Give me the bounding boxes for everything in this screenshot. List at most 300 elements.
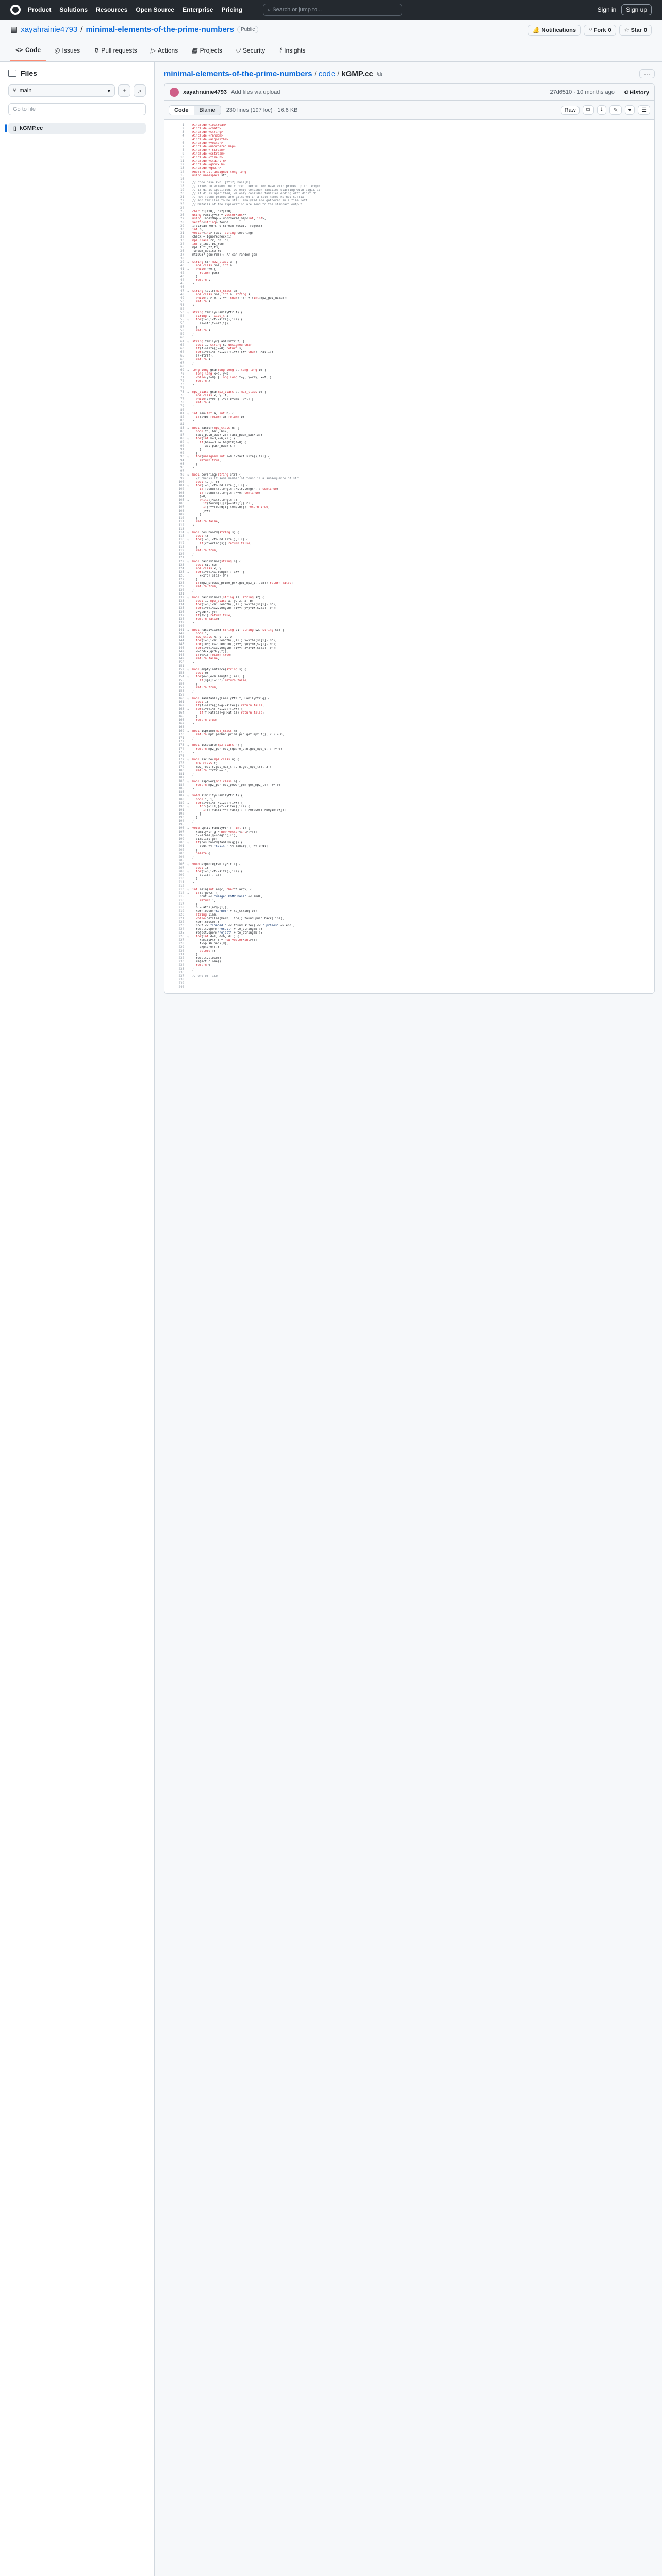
line-number[interactable]: 16	[180, 178, 184, 181]
repo-owner-link[interactable]: xayahrainie4793	[21, 25, 78, 34]
line-number[interactable]: 42	[180, 272, 184, 275]
line-number[interactable]: 3	[182, 131, 184, 134]
line-number[interactable]: 37	[180, 253, 184, 257]
line-number[interactable]: 133	[178, 600, 184, 603]
line-number[interactable]: 81	[180, 412, 184, 415]
line-number[interactable]: 1	[182, 124, 184, 127]
line-number[interactable]: 12	[180, 163, 184, 166]
line-number[interactable]: 24	[180, 207, 184, 210]
line-number[interactable]: 54	[180, 315, 184, 318]
line-number[interactable]: 59	[180, 333, 184, 336]
line-number[interactable]: 100	[178, 481, 184, 484]
line-number[interactable]: 75	[180, 391, 184, 394]
line-number[interactable]: 107	[178, 506, 184, 509]
fold-chevron-icon[interactable]: ⌄	[187, 827, 189, 830]
line-number[interactable]: 233	[178, 960, 184, 963]
line-number[interactable]: 74	[180, 387, 184, 390]
line-number[interactable]: 111	[178, 520, 184, 523]
fold-chevron-icon[interactable]: ⌄	[187, 629, 189, 632]
line-number[interactable]: 228	[178, 942, 184, 945]
line-number[interactable]: 154	[178, 675, 184, 679]
fold-chevron-icon[interactable]: ⌄	[187, 697, 189, 700]
line-number[interactable]: 2	[182, 127, 184, 130]
line-number[interactable]: 126	[178, 574, 184, 578]
line-number[interactable]: 191	[178, 809, 184, 812]
copy-path-icon[interactable]: ⧉	[377, 70, 382, 77]
line-number[interactable]: 159	[178, 693, 184, 697]
fold-chevron-icon[interactable]: ⌄	[187, 708, 189, 711]
commit-author[interactable]: xayahrainie4793	[183, 89, 227, 95]
line-number[interactable]: 50	[180, 300, 184, 303]
line-number[interactable]: 151	[178, 665, 184, 668]
line-number[interactable]: 80	[180, 409, 184, 412]
line-number[interactable]: 142	[178, 632, 184, 635]
line-number[interactable]: 187	[178, 794, 184, 798]
line-number[interactable]: 141	[178, 629, 184, 632]
avatar[interactable]	[170, 88, 179, 97]
line-number[interactable]: 185	[178, 787, 184, 790]
line-number[interactable]: 18	[180, 185, 184, 188]
line-number[interactable]: 224	[178, 928, 184, 931]
line-number[interactable]: 84	[180, 423, 184, 426]
line-number[interactable]: 28	[180, 221, 184, 224]
code-view[interactable]	[164, 120, 654, 993]
line-number[interactable]: 180	[178, 769, 184, 772]
nav-pricing[interactable]: Pricing	[221, 6, 243, 13]
fold-chevron-icon[interactable]: ⌄	[187, 484, 189, 487]
line-number[interactable]: 194	[178, 820, 184, 823]
line-number[interactable]: 207	[178, 867, 184, 870]
line-number[interactable]: 65	[180, 354, 184, 358]
fold-chevron-icon[interactable]: ⌄	[187, 863, 189, 866]
line-number[interactable]: 91	[180, 448, 184, 451]
line-number[interactable]: 87	[180, 434, 184, 437]
commit-sha-time[interactable]: 27d6510 · 10 months ago	[550, 89, 615, 95]
line-number[interactable]: 13	[180, 167, 184, 170]
line-number[interactable]: 150	[178, 661, 184, 664]
tab-code[interactable]	[10, 42, 46, 61]
line-number[interactable]: 218	[178, 906, 184, 909]
line-number[interactable]: 152	[178, 668, 184, 671]
line-number[interactable]: 209	[178, 874, 184, 877]
line-number[interactable]: 66	[180, 358, 184, 361]
line-number[interactable]: 15	[180, 174, 184, 177]
line-number[interactable]: 57	[180, 326, 184, 329]
fold-chevron-icon[interactable]: ⌄	[187, 892, 189, 895]
line-number[interactable]: 35	[180, 246, 184, 249]
line-number[interactable]: 137	[178, 614, 184, 617]
fold-chevron-icon[interactable]: ⌄	[187, 412, 189, 415]
line-number[interactable]: 183	[178, 780, 184, 783]
line-number[interactable]: 98	[180, 473, 184, 477]
line-number[interactable]: 221	[178, 917, 184, 920]
fold-chevron-icon[interactable]: ⌄	[187, 935, 189, 938]
line-number[interactable]: 34	[180, 243, 184, 246]
line-number[interactable]: 94	[180, 459, 184, 462]
line-number[interactable]: 99	[180, 477, 184, 480]
line-number[interactable]: 188	[178, 798, 184, 801]
line-number[interactable]: 49	[180, 297, 184, 300]
line-number[interactable]: 131	[178, 592, 184, 596]
line-number[interactable]: 190	[178, 805, 184, 808]
line-number[interactable]: 206	[178, 863, 184, 866]
line-number[interactable]: 230	[178, 950, 184, 953]
breadcrumb-folder-link[interactable]: code	[318, 69, 336, 78]
line-number[interactable]: 110	[178, 517, 184, 520]
line-number[interactable]: 21	[180, 196, 184, 199]
fold-chevron-icon[interactable]: ⌄	[187, 596, 189, 599]
fold-chevron-icon[interactable]: ⌄	[187, 870, 189, 873]
line-number[interactable]: 161	[178, 701, 184, 704]
line-number[interactable]: 129	[178, 585, 184, 588]
line-number[interactable]: 128	[178, 582, 184, 585]
fold-chevron-icon[interactable]: ⌄	[187, 802, 189, 805]
line-number[interactable]: 83	[180, 419, 184, 422]
line-number[interactable]: 103	[178, 492, 184, 495]
line-number[interactable]: 30	[180, 228, 184, 231]
line-number[interactable]: 225	[178, 931, 184, 935]
line-number[interactable]: 223	[178, 924, 184, 927]
search-files-button[interactable]	[134, 84, 146, 97]
copy-icon[interactable]: ⧉	[583, 105, 594, 115]
history-button[interactable]	[619, 89, 649, 96]
blame-mode-button[interactable]: Blame	[199, 107, 216, 113]
fold-chevron-icon[interactable]: ⌄	[187, 668, 189, 671]
tab-pull-requests[interactable]	[88, 42, 142, 61]
line-number[interactable]: 31	[180, 232, 184, 235]
line-number[interactable]: 5	[182, 138, 184, 141]
line-number[interactable]: 17	[180, 181, 184, 184]
line-number[interactable]: 169	[178, 730, 184, 733]
line-number[interactable]: 23	[180, 203, 184, 206]
line-number[interactable]: 203	[178, 852, 184, 855]
line-number[interactable]: 115	[178, 535, 184, 538]
line-number[interactable]: 102	[178, 488, 184, 491]
line-number[interactable]: 149	[178, 657, 184, 660]
line-number[interactable]: 226	[178, 935, 184, 938]
line-number[interactable]: 214	[178, 892, 184, 895]
sign-in-link[interactable]: Sign in	[597, 6, 617, 13]
fork-button[interactable]	[584, 25, 616, 36]
line-number[interactable]: 155	[178, 679, 184, 682]
fold-chevron-icon[interactable]: ⌄	[187, 744, 189, 747]
line-number[interactable]: 193	[178, 816, 184, 819]
line-number[interactable]: 166	[178, 719, 184, 722]
line-number[interactable]: 217	[178, 903, 184, 906]
line-number[interactable]: 237	[178, 975, 184, 978]
line-number[interactable]: 234	[178, 964, 184, 967]
line-number[interactable]: 82	[180, 416, 184, 419]
line-number[interactable]: 165	[178, 715, 184, 718]
line-number[interactable]: 205	[178, 859, 184, 862]
fold-chevron-icon[interactable]: ⌄	[187, 499, 189, 502]
line-number[interactable]: 106	[178, 502, 184, 505]
line-number[interactable]: 33	[180, 239, 184, 242]
fold-chevron-icon[interactable]: ⌄	[187, 794, 189, 798]
line-number[interactable]: 147	[178, 650, 184, 653]
line-number[interactable]: 43	[180, 275, 184, 278]
line-number[interactable]: 184	[178, 784, 184, 787]
line-number[interactable]: 135	[178, 607, 184, 610]
line-number[interactable]: 140	[178, 625, 184, 628]
line-number[interactable]: 77	[180, 398, 184, 401]
fold-chevron-icon[interactable]: ⌄	[187, 318, 189, 321]
line-number[interactable]: 11	[180, 160, 184, 163]
line-number[interactable]: 231	[178, 953, 184, 956]
tab-issues[interactable]	[49, 42, 85, 61]
line-number[interactable]: 38	[180, 257, 184, 260]
fold-chevron-icon[interactable]: ⌄	[187, 888, 189, 891]
line-number[interactable]: 240	[178, 986, 184, 989]
line-number[interactable]: 157	[178, 686, 184, 689]
line-number[interactable]: 4	[182, 134, 184, 138]
line-number[interactable]: 44	[180, 279, 184, 282]
line-number[interactable]: 64	[180, 351, 184, 354]
line-number[interactable]: 189	[178, 802, 184, 805]
line-number[interactable]: 55	[180, 318, 184, 321]
nav-open-source[interactable]: Open Source	[136, 6, 175, 13]
global-search-input[interactable]	[263, 4, 402, 16]
line-number[interactable]: 201	[178, 845, 184, 848]
line-number[interactable]: 27	[180, 217, 184, 221]
line-number[interactable]: 61	[180, 340, 184, 343]
sign-up-button[interactable]: Sign up	[621, 4, 652, 15]
line-number[interactable]: 130	[178, 589, 184, 592]
symbols-panel-icon[interactable]: ☰	[638, 105, 650, 115]
fold-chevron-icon[interactable]: ⌄	[187, 391, 189, 394]
tab-actions[interactable]	[145, 42, 184, 61]
line-number[interactable]: 204	[178, 856, 184, 859]
line-number[interactable]: 144	[178, 639, 184, 642]
line-number[interactable]: 69	[180, 369, 184, 372]
line-number[interactable]: 101	[178, 484, 184, 487]
line-number[interactable]: 182	[178, 776, 184, 779]
nav-resources[interactable]: Resources	[96, 6, 128, 13]
line-number[interactable]: 46	[180, 286, 184, 289]
line-number[interactable]: 212	[178, 885, 184, 888]
line-number[interactable]: 119	[178, 549, 184, 552]
fold-chevron-icon[interactable]: ⌄	[187, 290, 189, 293]
line-number[interactable]: 235	[178, 968, 184, 971]
line-number[interactable]: 238	[178, 978, 184, 981]
line-number[interactable]: 6	[182, 142, 184, 145]
fold-chevron-icon[interactable]: ⌄	[187, 538, 189, 541]
line-number[interactable]: 219	[178, 910, 184, 913]
fold-chevron-icon[interactable]: ⌄	[187, 437, 189, 440]
line-number[interactable]: 216	[178, 899, 184, 902]
line-number[interactable]: 26	[180, 214, 184, 217]
fold-chevron-icon[interactable]: ⌄	[187, 441, 189, 444]
line-number[interactable]: 222	[178, 921, 184, 924]
tab-projects[interactable]	[186, 42, 227, 61]
line-number[interactable]: 173	[178, 744, 184, 747]
line-number[interactable]: 48	[180, 293, 184, 296]
line-number[interactable]: 96	[180, 466, 184, 469]
fold-chevron-icon[interactable]: ⌄	[187, 531, 189, 534]
line-number[interactable]: 104	[178, 495, 184, 498]
line-number[interactable]: 160	[178, 697, 184, 700]
line-number[interactable]: 53	[180, 311, 184, 314]
star-button[interactable]	[619, 25, 652, 36]
line-number[interactable]: 208	[178, 870, 184, 873]
line-number[interactable]: 108	[178, 510, 184, 513]
line-number[interactable]: 109	[178, 513, 184, 516]
line-number[interactable]: 168	[178, 726, 184, 729]
line-number[interactable]: 51	[180, 304, 184, 307]
code-mode-button[interactable]: Code	[169, 106, 194, 115]
line-number[interactable]: 136	[178, 611, 184, 614]
line-number[interactable]: 7	[182, 145, 184, 148]
fold-chevron-icon[interactable]: ⌄	[187, 427, 189, 430]
fold-chevron-icon[interactable]: ⌄	[187, 841, 189, 844]
line-number[interactable]: 118	[178, 546, 184, 549]
line-number[interactable]: 239	[178, 982, 184, 985]
line-number[interactable]: 92	[180, 452, 184, 455]
chevron-down-icon[interactable]: ▾	[625, 105, 635, 115]
line-number[interactable]: 171	[178, 737, 184, 740]
line-number[interactable]: 116	[178, 538, 184, 541]
fold-chevron-icon[interactable]: ⌄	[187, 473, 189, 477]
notifications-button[interactable]	[528, 25, 581, 36]
line-number[interactable]: 86	[180, 430, 184, 433]
line-number[interactable]: 146	[178, 647, 184, 650]
sidebar-collapse-icon[interactable]	[8, 70, 16, 77]
fold-chevron-icon[interactable]: ⌄	[187, 675, 189, 679]
line-number[interactable]: 39	[180, 261, 184, 264]
line-number[interactable]: 158	[178, 690, 184, 693]
line-number[interactable]: 200	[178, 841, 184, 844]
repo-name-link[interactable]: minimal-elements-of-the-prime-numbers	[86, 25, 234, 34]
line-number[interactable]: 148	[178, 654, 184, 657]
tab-security[interactable]	[230, 42, 270, 61]
line-number[interactable]: 93	[180, 455, 184, 459]
fold-chevron-icon[interactable]: ⌄	[187, 560, 189, 563]
line-number[interactable]: 134	[178, 603, 184, 606]
line-number[interactable]: 113	[178, 528, 184, 531]
fold-chevron-icon[interactable]: ⌄	[187, 758, 189, 761]
line-number[interactable]: 174	[178, 748, 184, 751]
line-number[interactable]: 170	[178, 733, 184, 736]
line-number[interactable]: 123	[178, 564, 184, 567]
nav-enterprise[interactable]: Enterprise	[183, 6, 213, 13]
line-number[interactable]: 164	[178, 711, 184, 715]
tab-insights[interactable]	[273, 42, 310, 61]
line-number[interactable]: 177	[178, 758, 184, 761]
line-number[interactable]: 213	[178, 888, 184, 891]
line-number[interactable]: 124	[178, 567, 184, 570]
line-number[interactable]: 19	[180, 189, 184, 192]
line-number[interactable]: 143	[178, 636, 184, 639]
line-number[interactable]: 71	[180, 376, 184, 379]
line-number[interactable]: 120	[178, 553, 184, 556]
line-number[interactable]: 232	[178, 957, 184, 960]
line-number[interactable]: 186	[178, 791, 184, 794]
line-number[interactable]: 76	[180, 394, 184, 397]
line-number[interactable]: 114	[178, 531, 184, 534]
line-number[interactable]: 78	[180, 401, 184, 404]
line-number[interactable]: 202	[178, 849, 184, 852]
line-number[interactable]: 215	[178, 895, 184, 899]
line-number[interactable]: 72	[180, 380, 184, 383]
line-number[interactable]: 227	[178, 939, 184, 942]
line-number[interactable]: 178	[178, 762, 184, 765]
branch-select[interactable]	[8, 84, 115, 97]
line-number[interactable]: 25	[180, 210, 184, 213]
line-number[interactable]: 112	[178, 524, 184, 527]
more-options-button[interactable]: ···	[639, 69, 655, 78]
line-number[interactable]: 32	[180, 235, 184, 239]
edit-icon[interactable]: ✎	[609, 105, 621, 115]
line-number[interactable]: 47	[180, 290, 184, 293]
raw-button[interactable]: Raw	[561, 106, 580, 115]
line-number[interactable]: 63	[180, 347, 184, 350]
fold-chevron-icon[interactable]: ⌄	[187, 805, 189, 808]
github-logo-icon[interactable]	[10, 5, 21, 15]
line-number[interactable]: 29	[180, 225, 184, 228]
line-number[interactable]: 22	[180, 199, 184, 202]
line-number[interactable]: 52	[180, 308, 184, 311]
line-number[interactable]: 195	[178, 823, 184, 826]
line-number[interactable]: 117	[178, 542, 184, 545]
line-number[interactable]: 192	[178, 812, 184, 816]
breadcrumb-repo-link[interactable]: minimal-elements-of-the-prime-numbers	[164, 69, 312, 78]
line-number[interactable]: 229	[178, 946, 184, 949]
line-number[interactable]: 105	[178, 499, 184, 502]
line-number[interactable]: 56	[180, 322, 184, 325]
fold-chevron-icon[interactable]: ⌄	[187, 730, 189, 733]
fold-chevron-icon[interactable]: ⌄	[187, 340, 189, 343]
line-number[interactable]: 122	[178, 560, 184, 563]
line-number[interactable]: 197	[178, 831, 184, 834]
line-number[interactable]: 210	[178, 877, 184, 880]
go-to-file-input[interactable]	[8, 103, 146, 115]
line-number[interactable]: 198	[178, 834, 184, 837]
nav-product[interactable]: Product	[28, 6, 52, 13]
line-number[interactable]: 196	[178, 827, 184, 830]
line-number[interactable]: 199	[178, 838, 184, 841]
line-number[interactable]: 125	[178, 571, 184, 574]
line-number[interactable]: 85	[180, 427, 184, 430]
line-number[interactable]: 58	[180, 329, 184, 332]
download-icon[interactable]: ⤓	[597, 105, 607, 115]
line-number[interactable]: 156	[178, 683, 184, 686]
line-number[interactable]: 68	[180, 365, 184, 368]
line-number[interactable]: 162	[178, 704, 184, 707]
fold-chevron-icon[interactable]: ⌄	[187, 369, 189, 372]
line-number[interactable]: 36	[180, 250, 184, 253]
line-number[interactable]: 163	[178, 708, 184, 711]
fold-chevron-icon[interactable]: ⌄	[187, 261, 189, 264]
fold-chevron-icon[interactable]: ⌄	[187, 311, 189, 314]
line-number[interactable]: 60	[180, 336, 184, 340]
line-number[interactable]: 181	[178, 773, 184, 776]
line-number[interactable]: 127	[178, 578, 184, 581]
nav-solutions[interactable]: Solutions	[59, 6, 88, 13]
line-number[interactable]: 73	[180, 383, 184, 386]
line-number[interactable]: 95	[180, 463, 184, 466]
line-number[interactable]: 89	[180, 441, 184, 444]
line-number[interactable]: 179	[178, 766, 184, 769]
line-number[interactable]: 138	[178, 618, 184, 621]
line-number[interactable]: 145	[178, 643, 184, 646]
line-number[interactable]: 176	[178, 755, 184, 758]
add-file-button[interactable]	[118, 84, 130, 97]
line-number[interactable]: 20	[180, 192, 184, 195]
line-number[interactable]: 88	[180, 437, 184, 440]
line-number[interactable]: 41	[180, 268, 184, 271]
fold-chevron-icon[interactable]: ⌄	[187, 780, 189, 783]
line-number[interactable]: 9	[182, 152, 184, 156]
